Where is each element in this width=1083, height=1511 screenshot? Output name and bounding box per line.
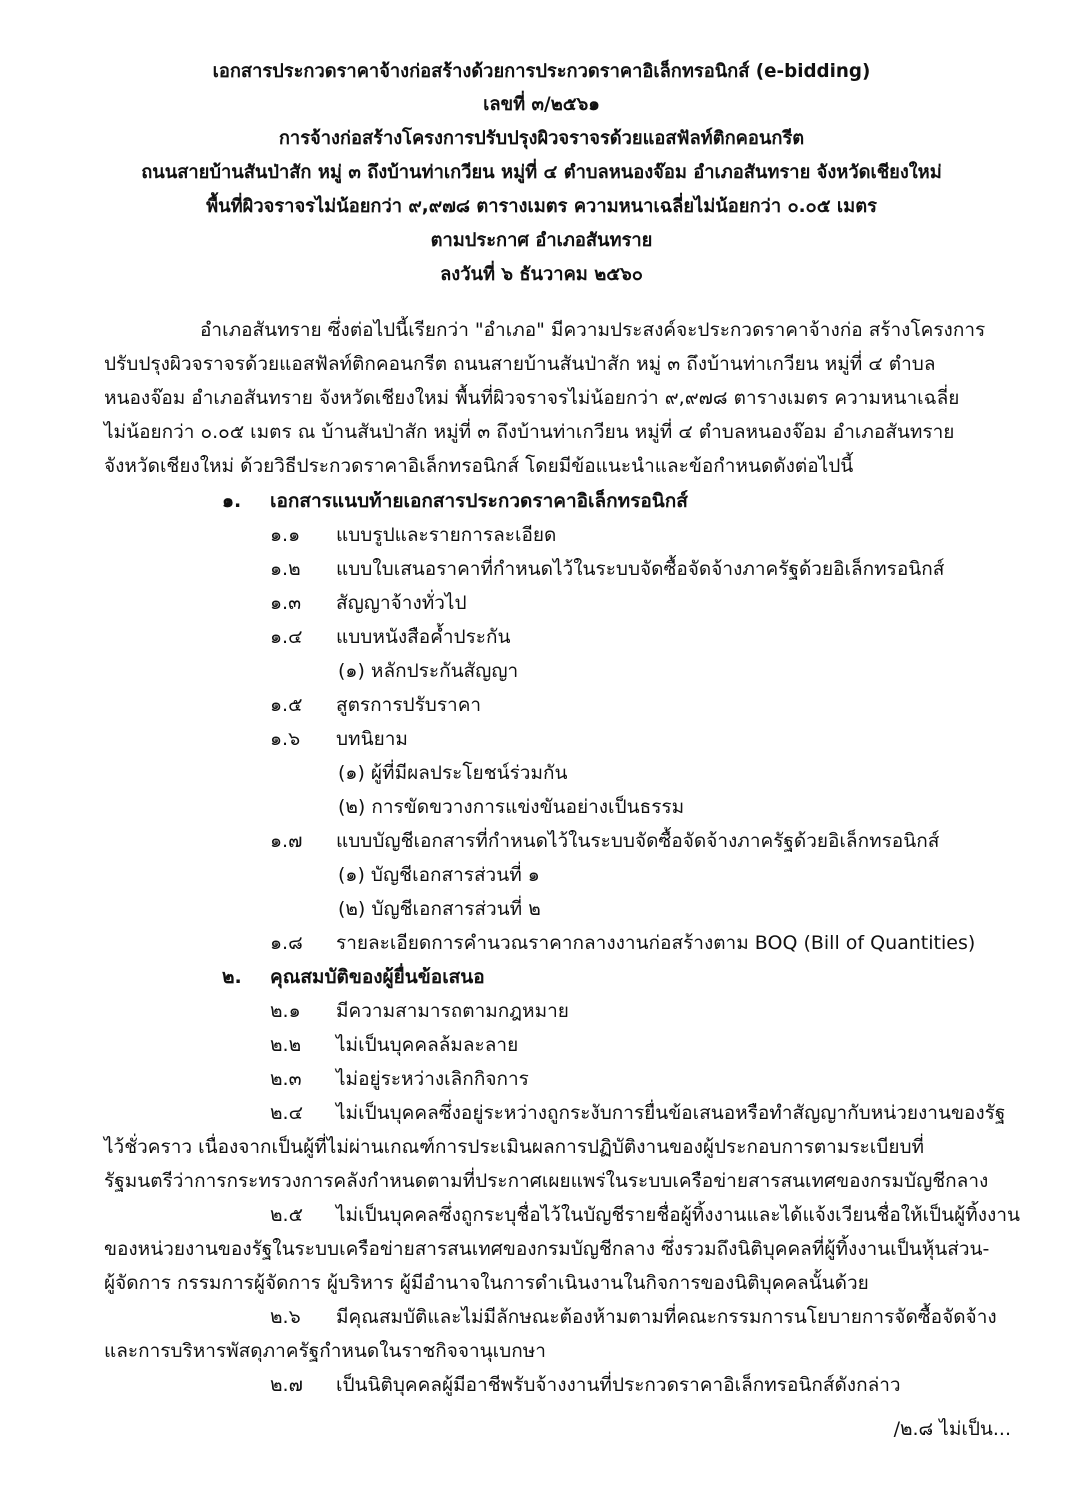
item-text: แบบรูปและรายการละเอียด [336, 524, 557, 546]
item-number: ๑.๒ [270, 558, 301, 580]
item-text: แบบบัญชีเอกสารที่กำหนดไว้ในระบบจัดซื้อจัดจ้างภาครัฐด้วยอิเล็กทรอนิกส์ [336, 830, 940, 852]
item-text: มีคุณสมบัติและไม่มีลักษณะต้องห้ามตามที่คณะกรรมการนโยบายการจัดซื้อจัดจ้าง [336, 1306, 997, 1328]
item-number: ๒.๕ [270, 1204, 303, 1226]
intro-line: อำเภอสันทราย ซึ่งต่อไปนี้เรียกว่า "อำเภอ" มีความประสงค์จะประกวดราคาจ้างก่อ สร้างโครงการ [200, 319, 986, 341]
project-road: ถนนสายบ้านสันป่าสัก หมู่ ๓ ถึงบ้านท่าเกวียน หมู่ที่ ๔ ตำบลหนองจ๊อม อำเภอสันทราย จังหวัดเชียงใหม่ [141, 162, 942, 183]
announcement-ref: ตามประกาศ อำเภอสันทราย [430, 230, 653, 251]
intro-line: ปรับปรุงผิวจราจรด้วยแอสฟัลท์ติกคอนกรีต ถนนสายบ้านสันป่าสัก หมู่ ๓ ถึงบ้านท่าเกวียน หมู่ที่ ๔ ตำบล [104, 353, 936, 375]
item-text: ไม่เป็นบุคคลซึ่งอยู่ระหว่างถูกระงับการยื่นข้อเสนอหรือทำสัญญากับหน่วยงานของรัฐ [336, 1102, 1006, 1124]
item-number: ๑.๖ [270, 728, 301, 750]
intro-line: หนองจ๊อม อำเภอสันทราย จังหวัดเชียงใหม่ พื้นที่ผิวจราจรไม่น้อยกว่า ๙,๙๗๘ ตารางเมตร ความหนาเฉลี่ย [104, 387, 960, 409]
announcement-date: ลงวันที่ ๖ ธันวาคม ๒๕๖๐ [440, 264, 643, 285]
document-title: เอกสารประกวดราคาจ้างก่อสร้างด้วยการประกวดราคาอิเล็กทรอนิกส์ (e-bidding) [212, 61, 871, 82]
item-number: ๒.๓ [270, 1068, 302, 1090]
section-number: ๒. [222, 966, 242, 988]
section-number: ๑. [222, 490, 242, 512]
sub-item: (๑) บัญชีเอกสารส่วนที่ ๑ [338, 864, 540, 886]
project-title: การจ้างก่อสร้างโครงการปรับปรุงผิวจราจรด้วยแอสฟัลท์ติกคอนกรีต [278, 128, 805, 149]
document-number: เลขที่ ๓/๒๕๖๑ [483, 94, 600, 115]
item-number: ๒.๗ [270, 1374, 303, 1396]
sub-item: (๑) ผู้ที่มีผลประโยชน์ร่วมกัน [338, 762, 568, 784]
item-number: ๑.๗ [270, 830, 303, 852]
item-number: ๑.๘ [270, 932, 303, 954]
section-heading: คุณสมบัติของผู้ยื่นข้อเสนอ [270, 966, 485, 988]
section-heading: เอกสารแนบท้ายเอกสารประกวดราคาอิเล็กทรอนิกส์ [270, 490, 688, 512]
sub-item: (๒) การขัดขวางการแข่งขันอย่างเป็นธรรม [338, 796, 685, 818]
item-continuation: และการบริหารพัสดุภาครัฐกำหนดในราชกิจจานุเบกษา [104, 1340, 546, 1362]
item-text: สัญญาจ้างทั่วไป [336, 592, 467, 614]
item-text: ไม่เป็นบุคคลซึ่งถูกระบุชื่อไว้ในบัญชีรายชื่อผู้ทิ้งงานและได้แจ้งเวียนชื่อให้เป็นผู้ทิ้งงาน [336, 1204, 1020, 1226]
item-number: ๒.๔ [270, 1102, 303, 1124]
intro-line: ไม่น้อยกว่า ๐.๐๕ เมตร ณ บ้านสันป่าสัก หมู่ที่ ๓ ถึงบ้านท่าเกวียน หมู่ที่ ๔ ตำบลหนองจ๊อม อำเภอสันทราย [104, 421, 955, 443]
intro-line: จังหวัดเชียงใหม่ ด้วยวิธีประกวดราคาอิเล็กทรอนิกส์ โดยมีข้อแนะนำและข้อกำหนดดังต่อไปนี้ [104, 455, 854, 477]
item-number: ๒.๖ [270, 1306, 301, 1328]
item-number: ๑.๓ [270, 592, 302, 614]
item-continuation: ไว้ชั่วคราว เนื่องจากเป็นผู้ที่ไม่ผ่านเกณฑ์การประเมินผลการปฏิบัติงานของผู้ประกอบการตามระเบียบที่ [104, 1136, 925, 1158]
item-text: มีความสามารถตามกฎหมาย [336, 1000, 569, 1022]
item-number: ๒.๒ [270, 1034, 302, 1056]
page-continuation: /๒.๘ ไม่เป็น... [893, 1418, 1011, 1440]
item-number: ๑.๑ [270, 524, 301, 546]
item-number: ๒.๑ [270, 1000, 301, 1022]
item-number: ๑.๔ [270, 626, 303, 648]
item-text: ไม่เป็นบุคคลล้มละลาย [336, 1034, 519, 1056]
item-text: บทนิยาม [336, 728, 408, 750]
item-number: ๑.๕ [270, 694, 303, 716]
item-text: แบบหนังสือค้ำประกัน [336, 626, 511, 648]
item-continuation: ของหน่วยงานของรัฐในระบบเครือข่ายสารสนเทศของกรมบัญชีกลาง ซึ่งรวมถึงนิติบุคคลที่ผู้ทิ้งงานเป็นหุ้นส่วน- [104, 1238, 990, 1260]
sub-item: (๒) บัญชีเอกสารส่วนที่ ๒ [338, 898, 541, 920]
item-text: ไม่อยู่ระหว่างเลิกกิจการ [336, 1068, 529, 1090]
item-continuation: รัฐมนตรีว่าการกระทรวงการคลังกำหนดตามที่ประกาศเผยแพร่ในระบบเครือข่ายสารสนเทศของกรมบัญชีกลาง [104, 1170, 989, 1192]
item-text: เป็นนิติบุคคลผู้มีอาชีพรับจ้างงานที่ประกวดราคาอิเล็กทรอนิกส์ดังกล่าว [336, 1374, 901, 1396]
item-text: สูตรการปรับราคา [336, 694, 482, 716]
project-area: พื้นที่ผิวจราจรไม่น้อยกว่า ๙,๙๗๘ ตารางเมตร ความหนาเฉลี่ยไม่น้อยกว่า ๐.๐๕ เมตร [206, 196, 877, 217]
item-text: รายละเอียดการคำนวณราคากลางงานก่อสร้างตาม BOQ (Bill of Quantities) [336, 932, 976, 954]
item-text: แบบใบเสนอราคาที่กำหนดไว้ในระบบจัดซื้อจัดจ้างภาครัฐด้วยอิเล็กทรอนิกส์ [336, 558, 945, 580]
sub-item: (๑) หลักประกันสัญญา [338, 660, 519, 682]
item-continuation: ผู้จัดการ กรรมการผู้จัดการ ผู้บริหาร ผู้มีอำนาจในการดำเนินงานในกิจการของนิติบุคคลนั้นด้วย [104, 1272, 869, 1294]
